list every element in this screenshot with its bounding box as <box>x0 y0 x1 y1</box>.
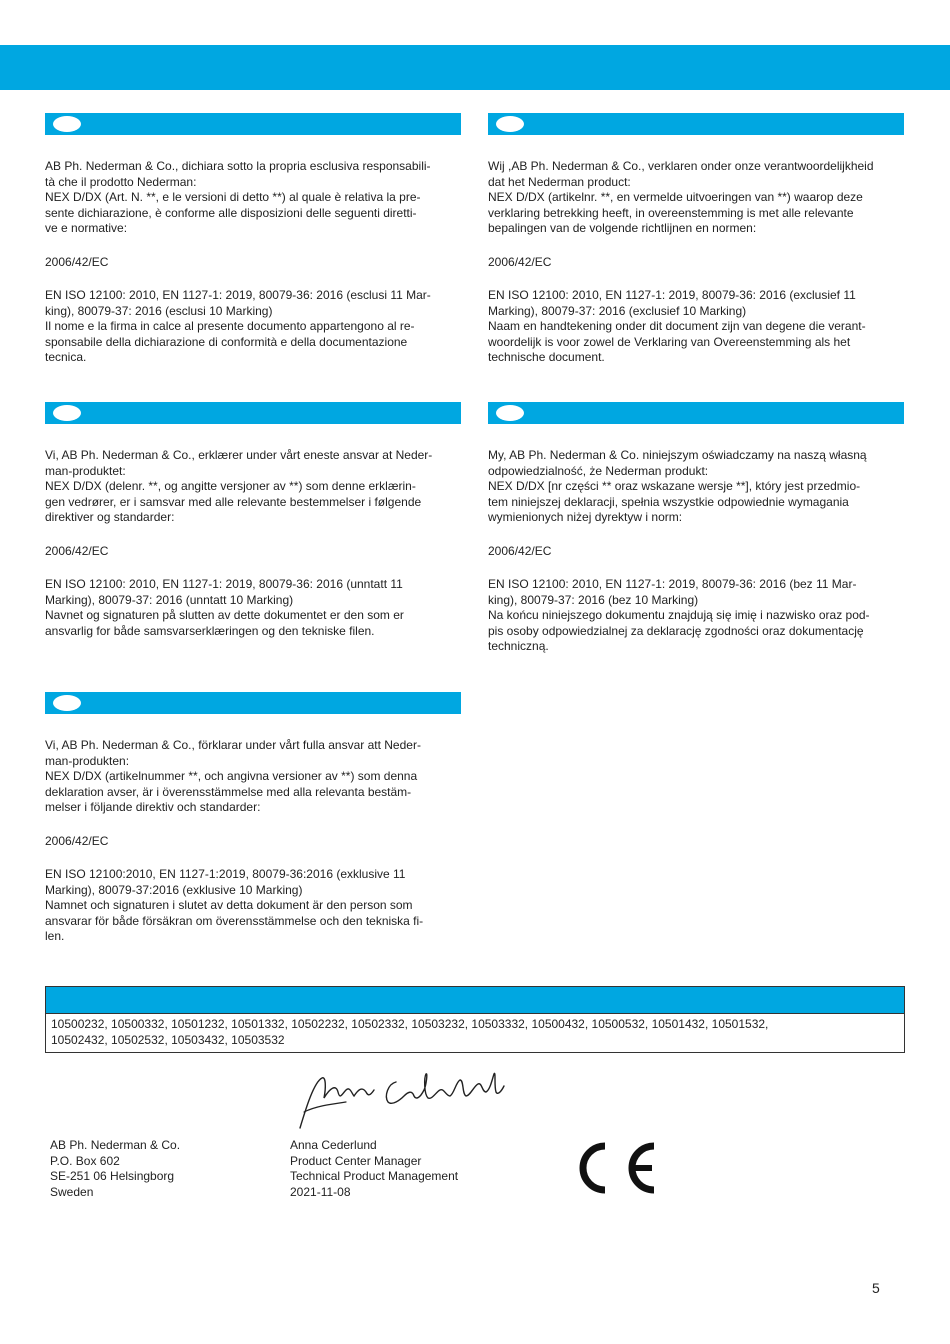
signer-title: Product Center Manager <box>290 1153 422 1168</box>
declaration-intro: Vi, AB Ph. Nederman & Co., förklarar under vårt fulla ansvar att Neder- man-produkten: NEX D/DX (artikelnummer **, och angivna versioner av **) som denna deklaration avser, är i överensstämmelse med alla relevanta bestäm- melser i följande direktiv och standarder: <box>45 738 421 814</box>
standards-text: EN ISO 12100:2010, EN 1127-1:2019, 80079-36:2016 (exklusive 11 Marking), 80079-37:2016 (exklusive 10 Marking) Namnet och signaturen i slutet av detta dokument är den person som ansvarar för både försäkran om överensstämmelse och den tekniska fi- len. <box>45 867 424 943</box>
company-address <box>50 1138 180 1200</box>
section-header-bar <box>488 113 904 135</box>
signature-image <box>296 1068 510 1134</box>
standards-text: EN ISO 12100: 2010, EN 1127-1: 2019, 80079-36: 2016 (exclusief 11 Marking), 80079-37: 2016 (exclusief 10 Marking) Naam en handtekening onder dit document zijn van degene die verant- woordelijk is voor zowel de Verklaring van Overeenstemming als het technische document. <box>488 288 866 364</box>
section-header-bar <box>45 113 461 135</box>
address-line: Sweden <box>50 1184 94 1199</box>
declaration-section-polish <box>488 402 904 655</box>
directive-number: 2006/42/EC <box>488 543 552 558</box>
declaration-intro: Vi, AB Ph. Nederman & Co., erklærer under vårt eneste ansvar at Neder- man-produktet: NEX D/DX (delenr. **, og angitte versjoner av **) som denne erklærin- gen vedrører, er i samsvar med alle relevante bestemmelser i følgende direktiver og standarder: <box>45 448 433 524</box>
address-line: P.O. Box 602 <box>50 1153 120 1168</box>
declaration-section-swedish <box>45 692 461 945</box>
top-header-band <box>0 45 950 90</box>
section-header-bar <box>45 692 461 714</box>
declaration-section-norwegian <box>45 402 461 639</box>
signer-department: Technical Product Management <box>290 1169 459 1183</box>
directive-number: 2006/42/EC <box>488 254 552 269</box>
address-line: SE-251 06 Helsingborg <box>50 1169 175 1183</box>
language-flag-icon <box>53 116 81 132</box>
standards-text: EN ISO 12100: 2010, EN 1127-1: 2019, 80079-36: 2016 (esclusi 11 Mar- king), 80079-37: 2016 (esclusi 10 Marking) Il nome e la firma in calce al presente documento appartengono al re- sponsabile della dichiarazione di conformità e della documentazione tecnica. <box>45 288 431 364</box>
variant-header-bar <box>46 987 904 1014</box>
signature-date: 2021-11-08 <box>290 1184 351 1199</box>
standards-text: EN ISO 12100: 2010, EN 1127-1: 2019, 80079-36: 2016 (unntatt 11 Marking), 80079-37: 2016 (unntatt 10 Marking) Navnet og signaturen på slutten av dette dokumentet er den som er ansvarlig for både samsvarserklæringen og den tekniske filen. <box>45 577 404 638</box>
section-header-bar <box>488 402 904 424</box>
signer-name: Anna Cederlund <box>290 1138 377 1152</box>
language-flag-icon <box>53 405 81 421</box>
ce-mark-icon <box>572 1136 658 1200</box>
declaration-intro: Wij ,AB Ph. Nederman & Co., verklaren onder onze verantwoordelijkheid dat het Nederman product: NEX D/DX (artikelnr. **, en vermelde uitvoeringen van **) waarop deze verklaring betrekking heeft, in overeenstemming is met alle relevante bepalingen van de volgende richtlijnen en normen: <box>488 159 874 235</box>
declaration-intro: My, AB Ph. Nederman & Co. niniejszym oświadczamy na naszą własną odpowiedzialność, że Nederman produkt: NEX D/DX [nr części ** oraz wskazane wersje **], który jest przedmio- tem niniejszej deklaracji, spełnia wszystkie odpowiednie wymagania wymienionych niżej dyrektyw i norm: <box>488 448 867 524</box>
section-header-bar <box>45 402 461 424</box>
language-flag-icon <box>496 116 524 132</box>
signer-details <box>290 1138 458 1200</box>
directive-number: 2006/42/EC <box>45 254 109 269</box>
address-line: AB Ph. Nederman & Co. <box>50 1138 181 1152</box>
language-flag-icon <box>53 695 81 711</box>
declaration-section-dutch <box>488 113 904 366</box>
page-number: 5 <box>872 1280 880 1296</box>
variant-numbers-box <box>45 986 905 1053</box>
directive-number: 2006/42/EC <box>45 833 109 848</box>
language-flag-icon <box>496 405 524 421</box>
variant-numbers-list: 10500232, 10500332, 10501232, 10501332, 10502232, 10502332, 10503232, 10503332, 10500432, 10500532, 10501432, 10501532, 10502432, 10502532, 10503432, 10503532 <box>51 1017 769 1047</box>
declaration-section-italian <box>45 113 461 366</box>
directive-number: 2006/42/EC <box>45 543 109 558</box>
declaration-intro: AB Ph. Nederman & Co., dichiara sotto la propria esclusiva responsabili- tà che il prodotto Nederman: NEX D/DX (Art. N. **, e le versioni di detto **) al quale è relativa la pre- sente dichiarazione, è conforme alle disposizioni delle seguenti diretti- ve e normative: <box>45 159 431 235</box>
standards-text: EN ISO 12100: 2010, EN 1127-1: 2019, 80079-36: 2016 (bez 11 Mar- king), 80079-37: 2016 (bez 10 Marking) Na końcu niniejszego dokumentu znajdują się imię i nazwisko oraz pod- pis osoby odpowiedzialnej za deklarację zgodności oraz dokumentację techniczną. <box>488 577 870 653</box>
